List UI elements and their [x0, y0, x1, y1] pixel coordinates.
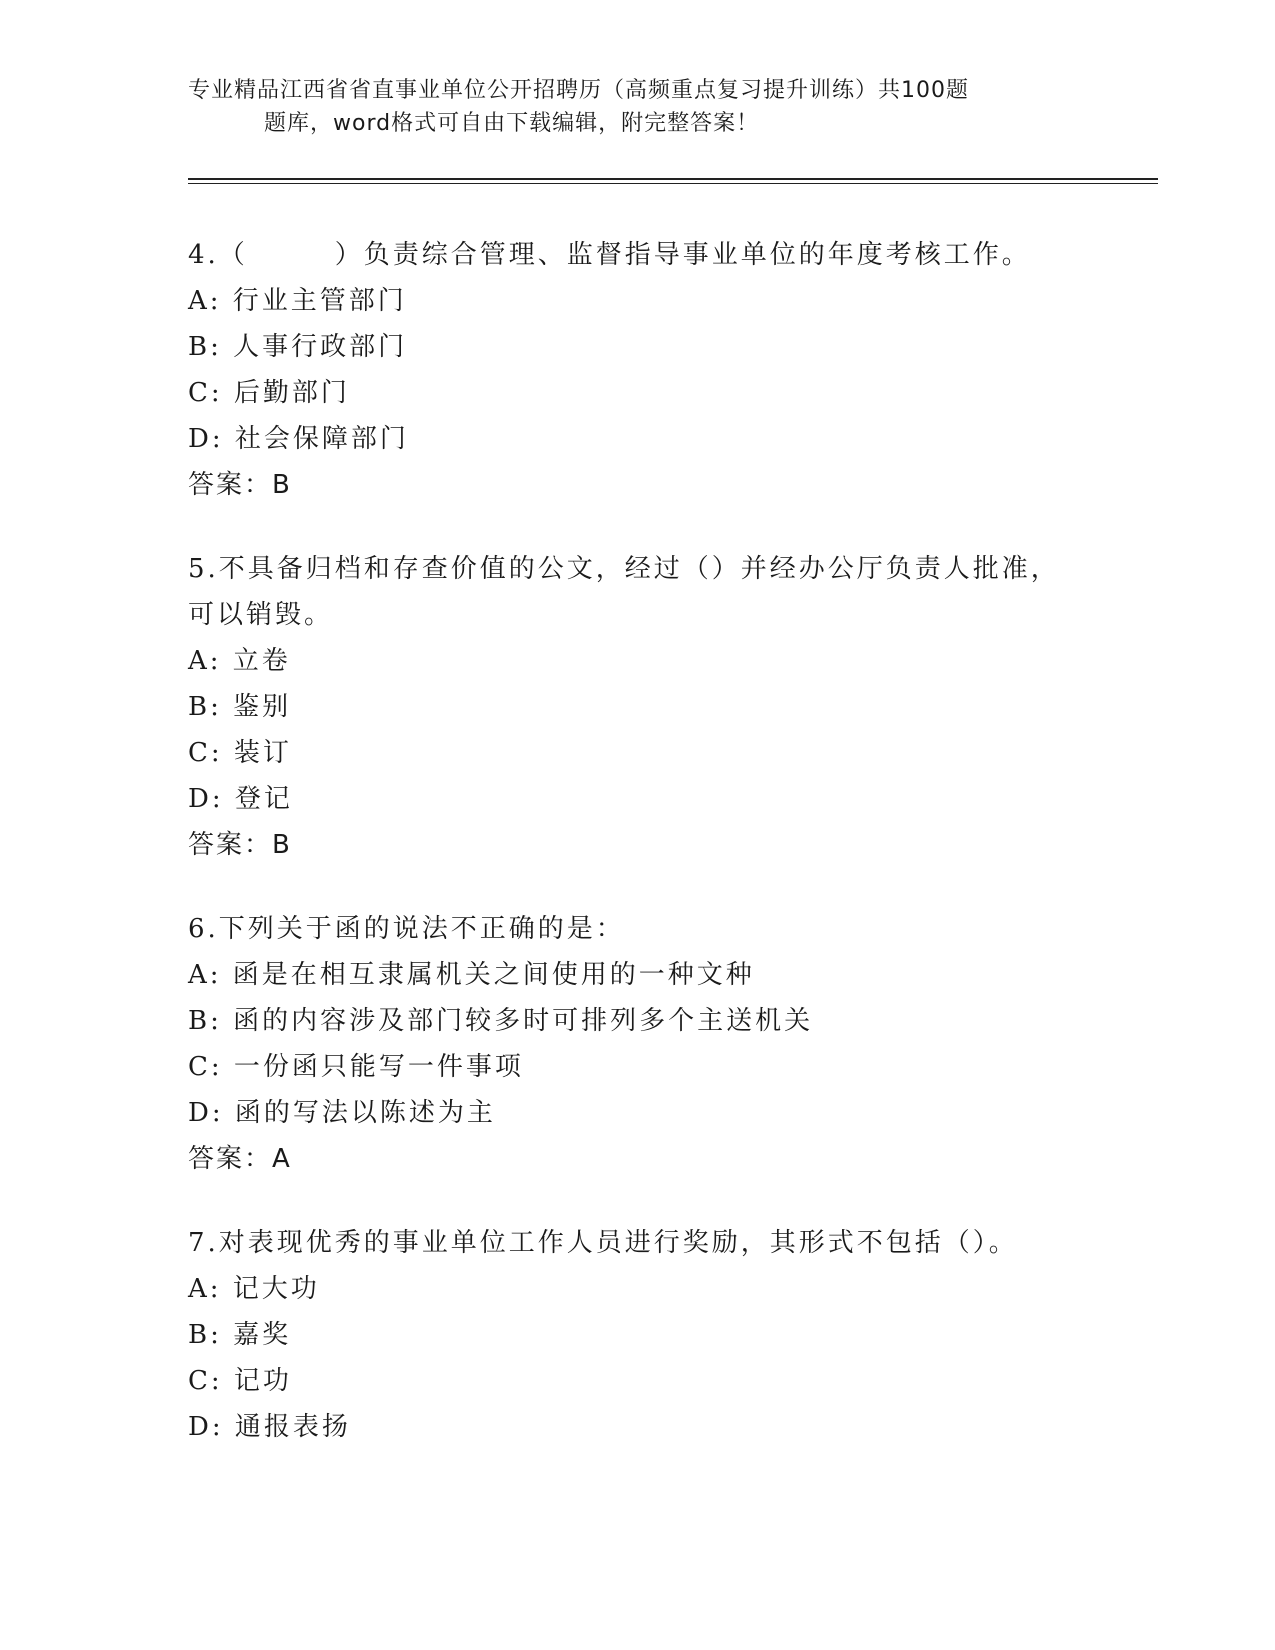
option-b: B: 人事行政部门	[188, 332, 408, 362]
header-divider-thin	[188, 183, 1158, 184]
question-7	[188, 1220, 1088, 1450]
option-b: B: 函的内容涉及部门较多时可排列多个主送机关	[188, 1006, 814, 1036]
option-d: D: 登记	[188, 784, 293, 814]
header-divider	[188, 178, 1158, 180]
answer-line: 答案：B	[188, 470, 292, 500]
answer-line: 答案：B	[188, 830, 292, 860]
option-a: A: 函是在相互隶属机关之间使用的一种文种	[188, 960, 755, 990]
header-line-2: 题库，word格式可自由下载编辑，附完整答案！	[264, 111, 760, 136]
question-6	[188, 906, 1088, 1182]
option-b: B: 鉴别	[188, 692, 292, 722]
question-stem-continued: 可以销毁。	[188, 600, 334, 630]
question-stem: 4.（ ）负责综合管理、监督指导事业单位的年度考核工作。	[188, 240, 1031, 270]
option-d: D: 社会保障部门	[188, 424, 409, 454]
option-d: D: 函的写法以陈述为主	[188, 1098, 496, 1128]
answer-line: 答案：A	[188, 1144, 292, 1174]
question-4	[188, 232, 1088, 508]
option-c: C: 装订	[188, 738, 292, 768]
option-c: C: 一份函只能写一件事项	[188, 1052, 524, 1082]
question-stem: 5.不具备归档和存查价值的公文，经过（）并经办公厅负责人批准，	[188, 554, 1060, 584]
option-c: C: 后勤部门	[188, 378, 350, 408]
option-b: B: 嘉奖	[188, 1320, 292, 1350]
option-a: A: 行业主管部门	[188, 286, 407, 316]
option-a: A: 记大功	[188, 1274, 320, 1304]
option-c: C: 记功	[188, 1366, 292, 1396]
option-d: D: 通报表扬	[188, 1412, 351, 1442]
question-5	[188, 546, 1088, 868]
question-stem: 7.对表现优秀的事业单位工作人员进行奖励，其形式不包括（）。	[188, 1228, 1018, 1258]
question-list	[188, 232, 1088, 1488]
option-a: A: 立卷	[188, 646, 291, 676]
document-header	[188, 74, 1068, 140]
question-stem: 6.下列关于函的说法不正确的是：	[188, 914, 625, 944]
header-line-1: 专业精品江西省省直事业单位公开招聘历（高频重点复习提升训练）共100题	[188, 78, 969, 103]
